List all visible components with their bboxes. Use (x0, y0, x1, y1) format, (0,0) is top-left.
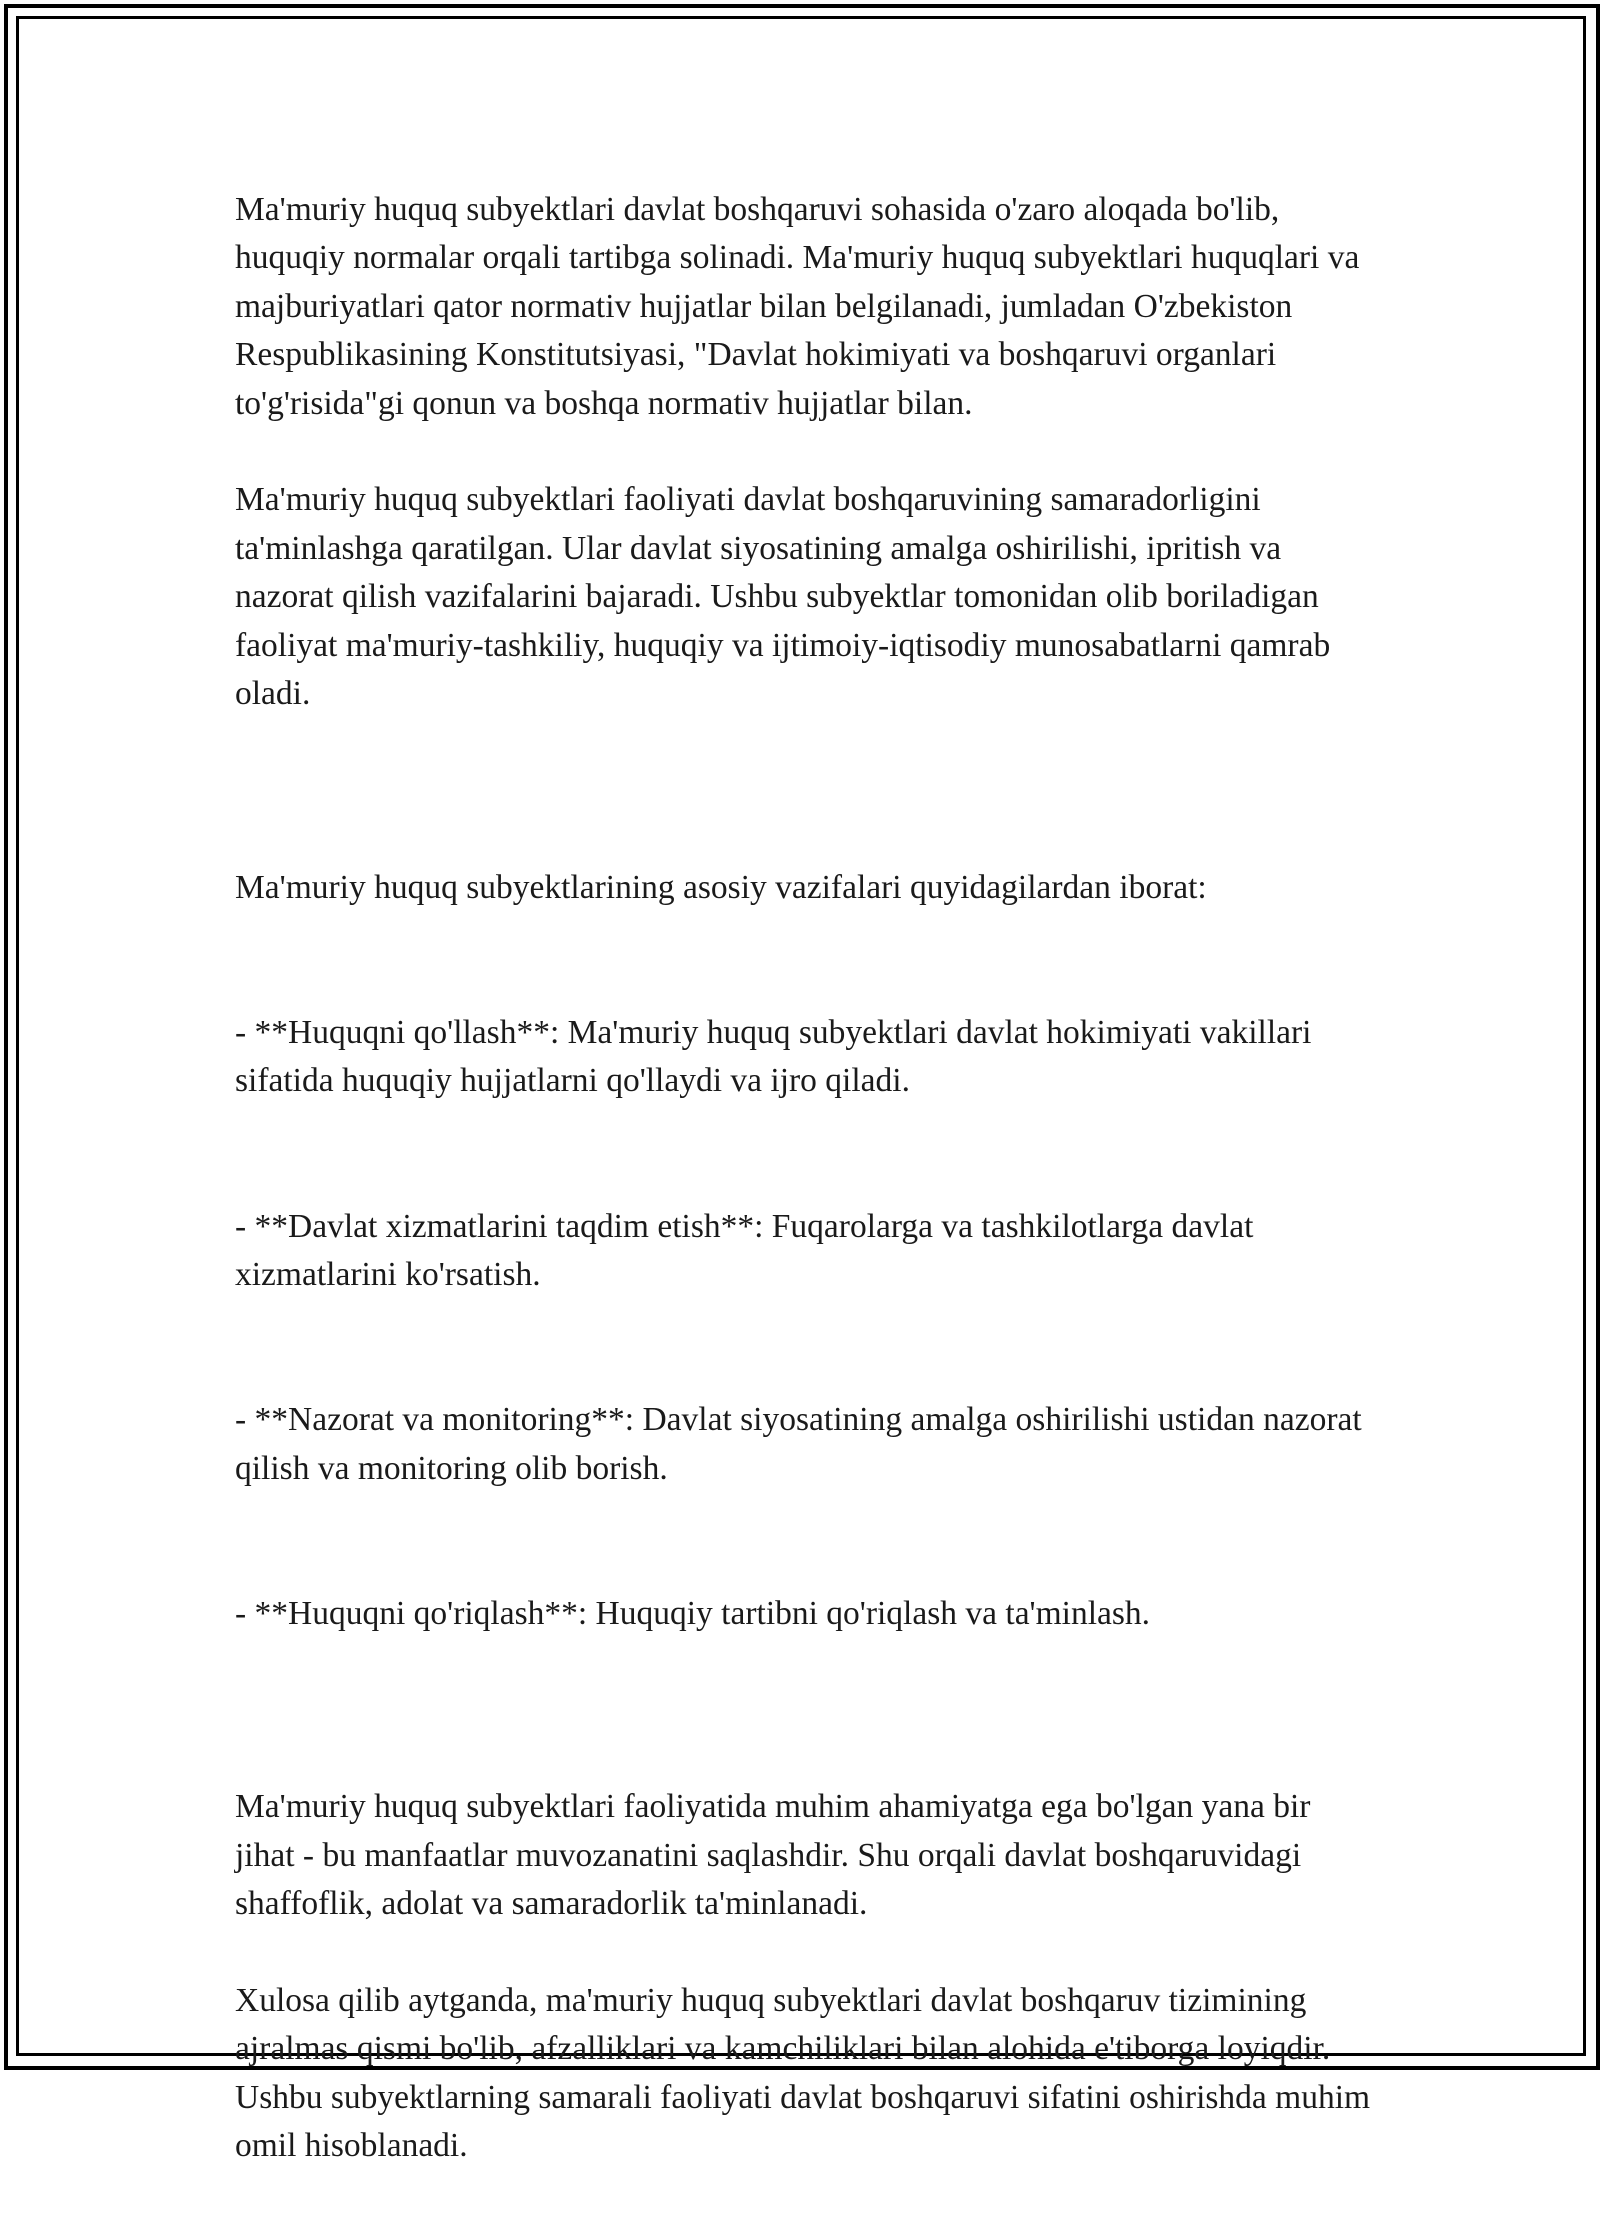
duties-list-intro: Ma'muriy huquq subyektlarining asosiy vazifalari quyidagilardan iborat: (235, 868, 1207, 906)
paragraph-activity-purpose: Ma'muriy huquq subyektlari faoliyati davlat boshqaruvining samaradorligini ta'minlashga qaratilgan. Ular davlat siyosatining amalga oshirilishi, ipritish va nazorat qilish vazifalarini bajaradi. Ushbu subyektlar tomonidan olib boriladigan faoliyat ma'muriy-tashkiliy, huquqiy va ijtimoiy-iqtisodiy munosabatlarni qamrab oladi. (235, 481, 1339, 713)
duties-section (235, 767, 1375, 1735)
document-body (235, 186, 1379, 2219)
duties-list-item: - **Davlat xizmatlarini taqdim etish**: Fuqarolarga va tashkilotlarga davlat xizmatlarini ko'rsatish. (235, 1207, 1262, 1293)
paragraph-legal-regulation: Ma'muriy huquq subyektlari davlat boshqaruvi sohasida o'zaro aloqada bo'lib, huquqiy normalar orqali tartibga solinadi. Ma'muriy huquq subyektlari huquqlari va majburiyatlari qator normativ hujjatlar bilan belgilanadi, jumladan O'zbekiston Respublikasining Konstitutsiyasi, "Davlat hokimiyati va boshqaruvi organlari to'g'risida"gi qonun va boshqa normativ hujjatlar bilan. (235, 191, 1368, 422)
duties-list-item: - **Huquqni qo'llash**: Ma'muriy huquq subyektlari davlat hokimiyati vakillari sifatida huquqiy hujjatlarni qo'llaydi va ijro qiladi. (235, 1013, 1320, 1100)
duties-list-item: - **Huquqni qo'riqlash**: Huquqiy tartibni qo'riqlash va ta'minlash. (235, 1594, 1151, 1632)
duties-list-item: - **Nazorat va monitoring**: Davlat siyosatining amalga oshirilishi ustidan nazorat qilish va monitoring olib borish. (235, 1401, 1371, 1487)
paragraph-balance-of-interests: Ma'muriy huquq subyektlari faoliyatida muhim ahamiyatga ega bo'lgan yana bir jihat - bu manfaatlar muvozanatini saqlashdir. Shu orqali davlat boshqaruvidagi shaffoflik, adolat va samaradorlik ta'minlanadi. (235, 1788, 1319, 1923)
paragraph-conclusion: Xulosa qilib aytganda, ma'muriy huquq subyektlari davlat boshqaruv tizimining ajralmas qismi bo'lib, afzalliklari va kamchiliklari bilan alohida e'tiborga loyiqdir. Ushbu subyektlarning samarali faoliyati davlat boshqaruvi sifatini oshirishda muhim omil hisoblanadi. (235, 1981, 1379, 2165)
